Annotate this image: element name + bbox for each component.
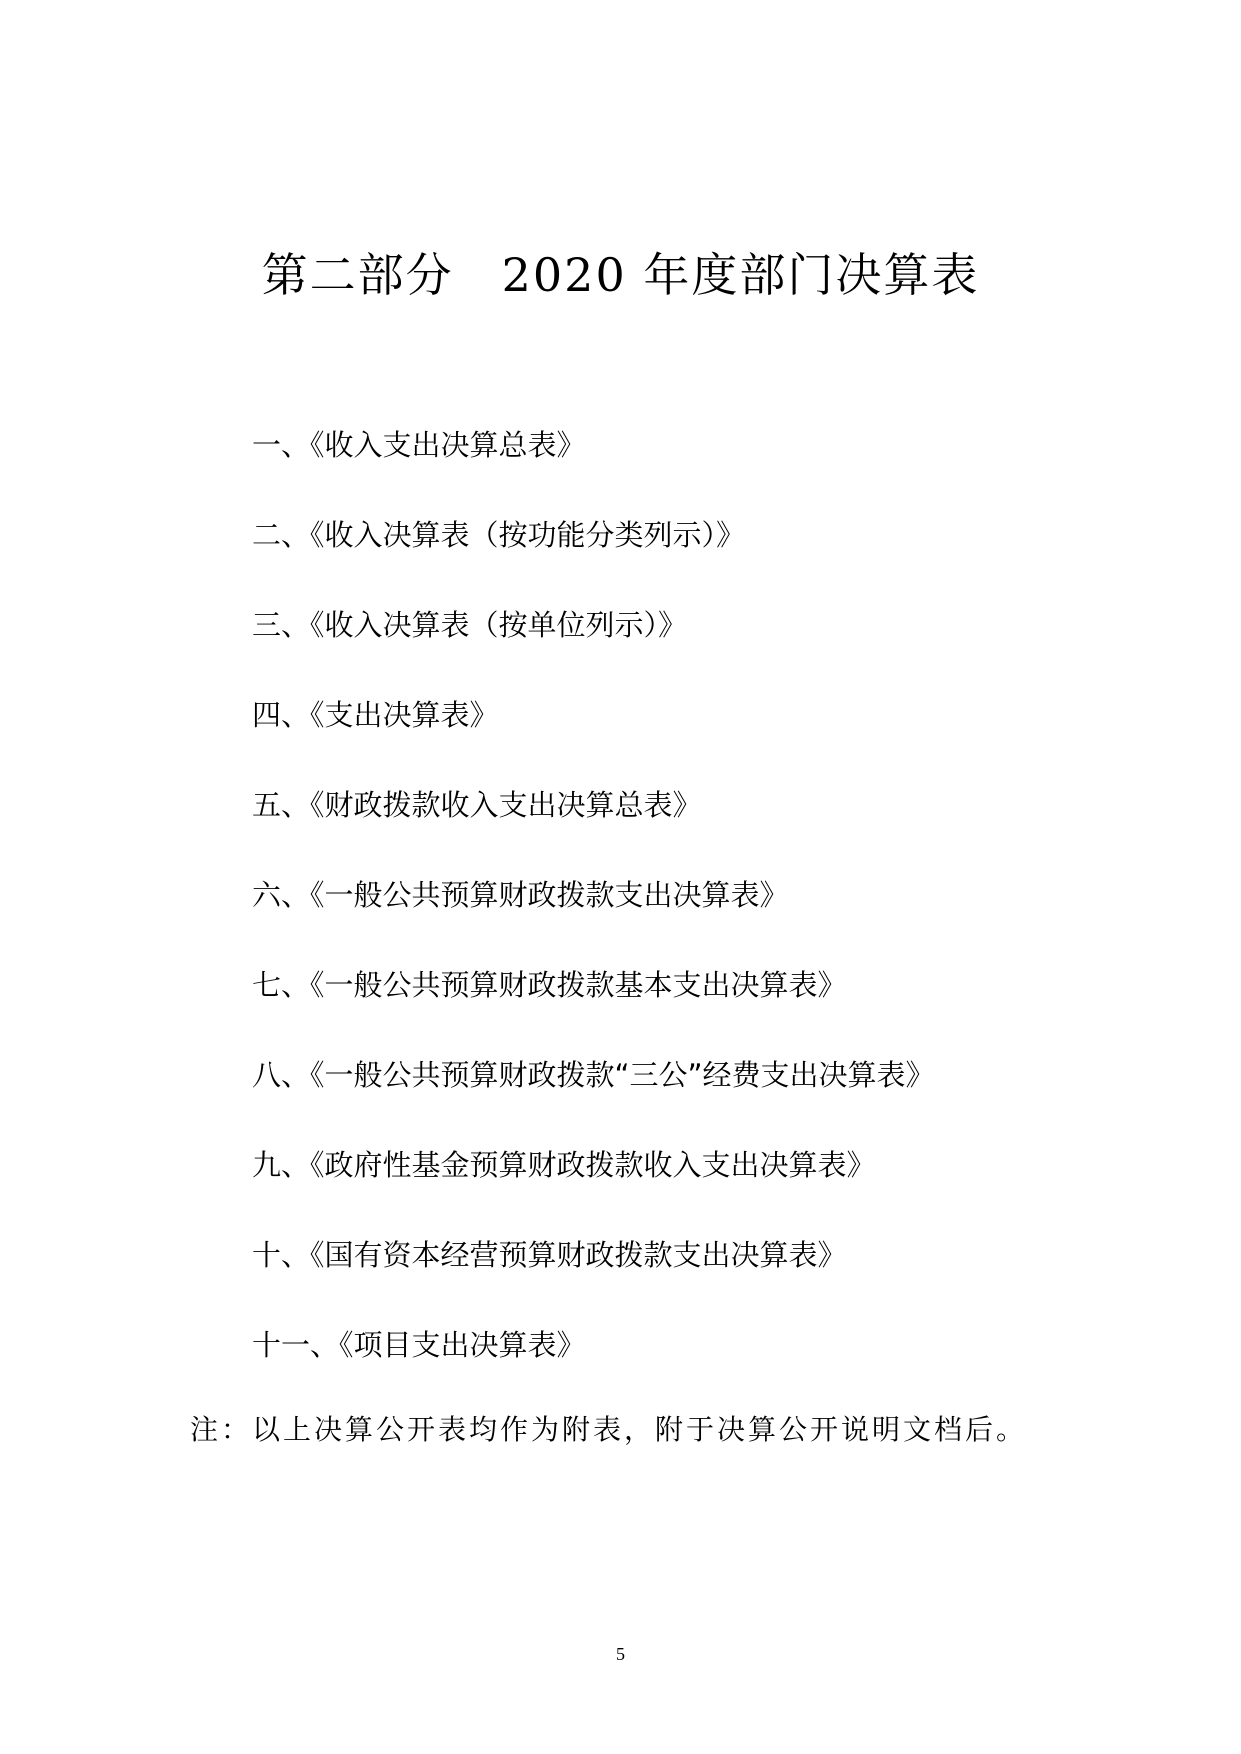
table-list-item: 四、《支出决算表》 (252, 698, 499, 732)
table-list-item: 二、《收入决算表（按功能分类列示）》 (252, 518, 746, 552)
table-list (252, 425, 935, 1415)
table-list-item: 五、《财政拨款收入支出决算总表》 (252, 788, 702, 822)
table-list-item: 八、《一般公共预算财政拨款“三公”经费支出决算表》 (252, 1058, 935, 1092)
page-number: 5 (616, 1644, 625, 1664)
table-list-item: 七、《一般公共预算财政拨款基本支出决算表》 (252, 968, 847, 1002)
table-list-item: 九、《政府性基金预算财政拨款收入支出决算表》 (252, 1148, 876, 1182)
page-title (0, 245, 1241, 305)
table-list-item: 三、《收入决算表（按单位列示）》 (252, 608, 688, 642)
table-list-item: 十一、《项目支出决算表》 (252, 1328, 586, 1362)
table-list-item: 十、《国有资本经营预算财政拨款支出决算表》 (252, 1238, 847, 1272)
title-text: 2020 年度部门决算表 (501, 248, 980, 302)
footnote: 注：以上决算公开表均作为附表，附于决算公开说明文档后。 (190, 1413, 1028, 1446)
table-list-item: 六、《一般公共预算财政拨款支出决算表》 (252, 878, 789, 912)
title-part: 第二部分 (261, 248, 454, 302)
table-list-item: 一、《收入支出决算总表》 (252, 428, 586, 462)
